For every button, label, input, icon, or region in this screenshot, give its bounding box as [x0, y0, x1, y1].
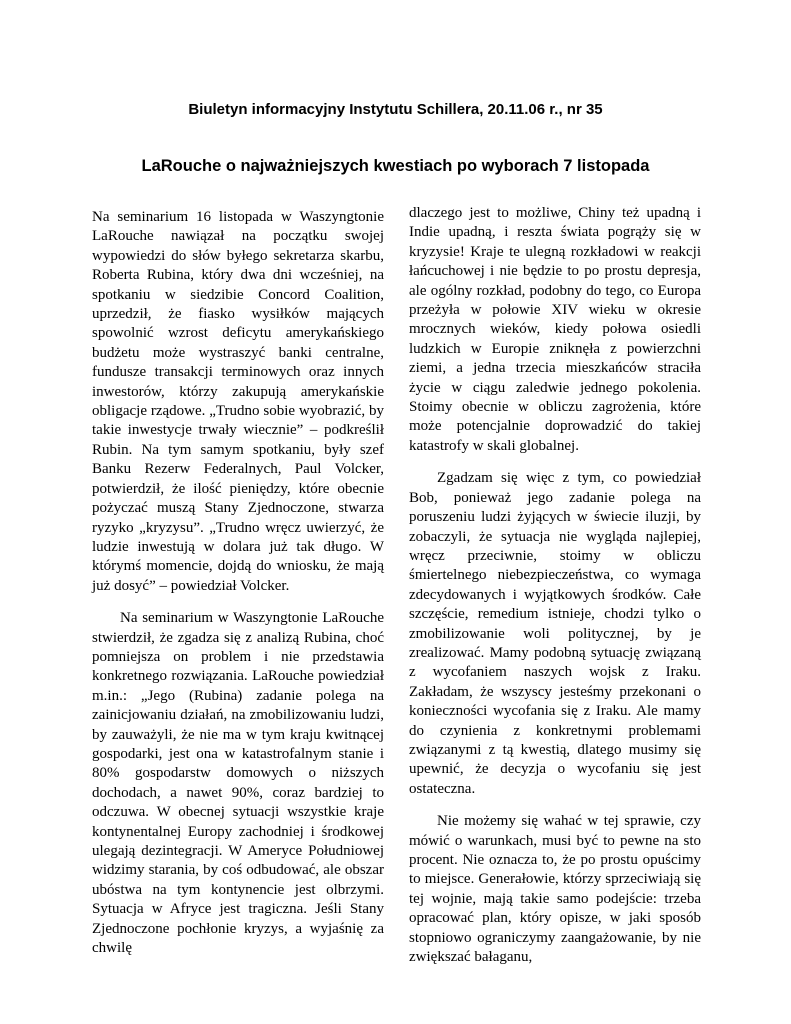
left-paragraph-2: Na seminarium w Waszyngtonie LaRouche stwierdził, że zgadza się z analizą Rubina, choć pomniejsza on problem i nie przedstawia konkretnego rozwiązania. LaRouche powiedział m.in.: „Jego (Rubina) zadanie polega na zainicjowaniu działań, na zmobilizowaniu ludzi, by zauważyli, że nie ma w tym kraju kwitnącej gospodarki, jest ona w katastrofalnym stanie i 80% gospodarstw domowych o niższych dochodach, a nawet 90%, coraz bardziej to odczuwa. W obecnej sytuacji wszystkie kraje kontynentalnej Europy zachodniej i środkowej ulegają dezintegracji. W Ameryce Południowej widzimy starania, by coś odbudować, ale obszar ubóstwa na tym kontynencie jest olbrzymi. Sytuacja w Afryce jest tragiczna. Jeśli Stany Zjednoczone pochłonie kryzys, a wyjaśnię za chwilę — [92, 610, 384, 957]
right-column — [409, 204, 701, 980]
article-title: LaRouche o najważniejszych kwestiach po wyborach 7 listopada — [141, 157, 650, 175]
right-paragraph-3: Nie możemy się wahać w tej sprawie, czy mówić o warunkach, musi być to pewne na sto procent. Nie oznacza to, że po prostu opuścimy to miejsce. Generałowie, którzy sprzeciwiają się tej wojnie, mają takie samo podejście: trzeba opracować plan, który opisze, w jaki sposób stopniowo ograniczymy zaangażowanie, by nie zwiększać bałaganu, — [409, 813, 701, 966]
right-paragraph-1: dlaczego jest to możliwe, Chiny też upadną i Indie upadną, i reszta świata pogrąży się w kryzysie! Kraje te ulegną rozkładowi w reakcji łańcuchowej i nie będzie to po prostu depresja, ale ogólny rozkład, podobny do tego, co Europa przeżyła w połowie XIV wieku w okresie mrocznych wieków, kiedy połowa osiedli ludzkich w Europie zniknęła z powierzchni ziemi, a jedna trzecia mieszkańców straciła życie w ciągu zaledwie jednego pokolenia. Stoimy obecnie w obliczu zagrożenia, które może potencjalnie doprowadzić do takiej katastrofy w skali globalnej. — [409, 205, 701, 454]
bulletin-header: Biuletyn informacyjny Instytutu Schillera, 20.11.06 r., nr 35 — [188, 101, 603, 118]
right-paragraph-2: Zgadzam się więc z tym, co powiedział Bob, ponieważ jego zadanie polega na poruszeniu ludzi żyjących w świecie iluzji, by zobaczyli, że sytuacja nie wygląda najlepiej, wręcz przeciwnie, stoimy w obliczu śmiertelnego niebezpieczeństwa, co wymaga zdecydowanych i wyjątkowych środków. Całe szczęście, remedium istnieje, chodzi tylko o zmobilizowanie woli politycznej, by je zrealizować. Mamy podobną sytuację związaną z wycofaniem naszych wojsk z Iraku. Zakładam, że wszyscy jesteśmy przekonani o konieczności wycofania się z Iraku. Ale mamy do czynienia z konkretnymi problemami związanymi z tą kwestią, dlatego musimy się upewnić, że decyzja o wycofaniu się jest ostateczna. — [409, 470, 701, 797]
left-paragraph-1: Na seminarium 16 listopada w Waszyngtonie LaRouche nawiązał na początku swojej wypowiedzi do słów byłego sekretarza skarbu, Roberta Rubina, który dwa dni wcześniej, na spotkaniu w siedzibie Concord Coalition, uprzedził, że fiasko wysiłków mających spowolnić wzrost deficytu amerykańskiego budżetu może wystraszyć banki centralne, fundusze transakcji terminowych oraz innych inwestorów, którzy zakupują amerykańskie obligacje rządowe. „Trudno sobie wyobrazić, by takie inwestycje trwały wiecznie” – podkreślił Rubin. Na tym samym spotkaniu, były szef Banku Rezerw Federalnych, Paul Volcker, potwierdził, że ilość pieniędzy, które obecnie pożyczać muszą Stany Zjednoczone, stwarza ryzyko „kryzysu”. „Trudno wręcz uwierzyć, że ludzie inwestują w dolara już tak długo. W którymś momencie, dojdą do wniosku, że mają już dosyć” – powiedział Volcker. — [92, 209, 384, 594]
left-column — [92, 208, 384, 971]
